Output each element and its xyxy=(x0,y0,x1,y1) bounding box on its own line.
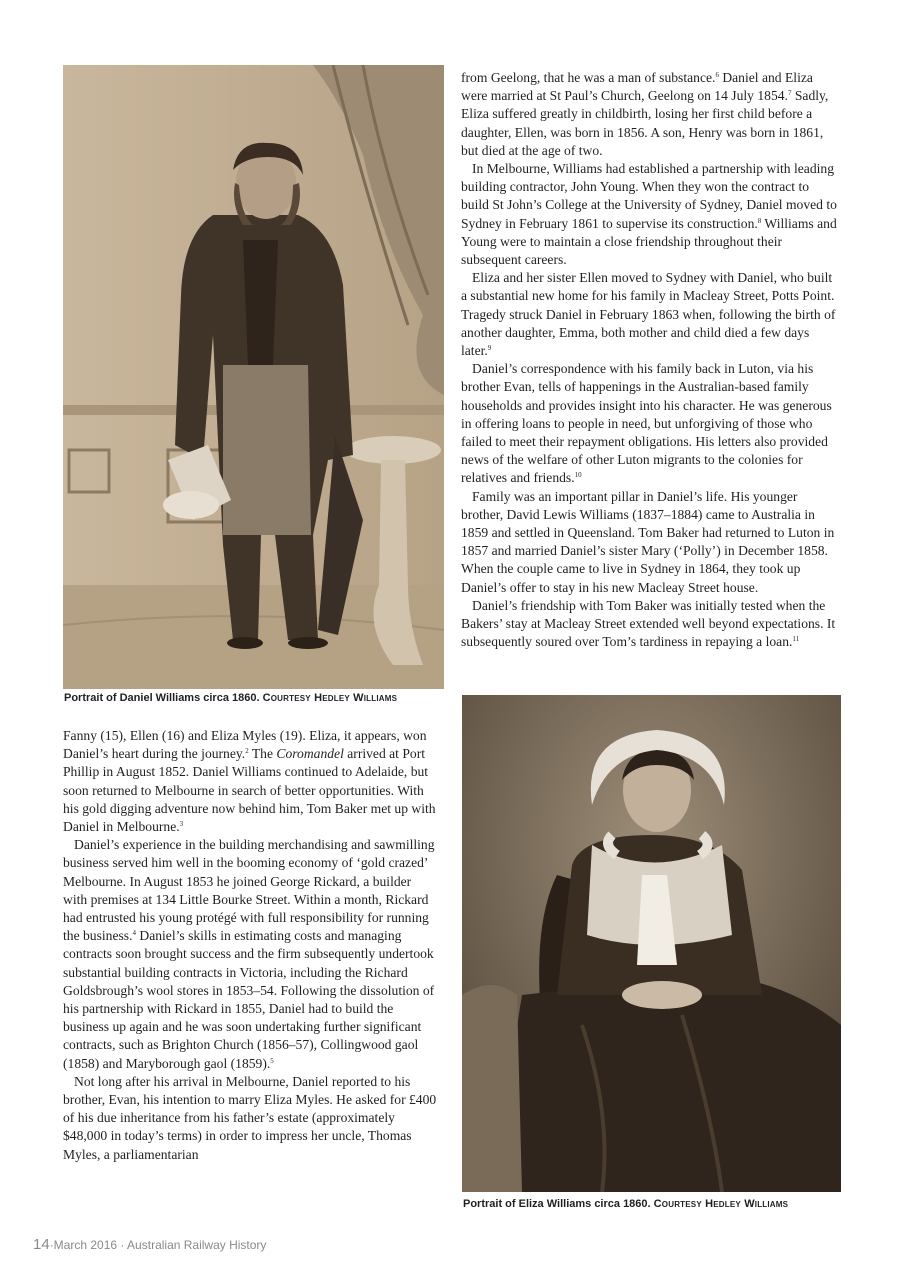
paragraph xyxy=(461,488,839,597)
endnote-ref: 4 xyxy=(132,929,136,938)
daniel-portrait-illustration xyxy=(63,65,444,689)
paragraph xyxy=(63,836,437,1073)
eliza-caption-text: Portrait of Eliza Williams circa 1860. xyxy=(463,1198,651,1210)
daniel-portrait-caption xyxy=(64,692,397,704)
paragraph-text: Family was an important pillar in Daniel’s life. His younger brother, David Lewis Williams (1837–1884) came to Australia in 1859 and settled in Queensland. Tom Baker had returned to Luton in 1857 and married Daniel’s sister Mary (‘Polly’) in December 1858. When the couple came to live in Sydney in 1864, they took up Daniel’s offer to stay in his new Macleay Street house. xyxy=(461,488,835,595)
paragraph-text: arrived at Port Phillip in August 1852. Daniel Williams continued to Adelaide, but soon returned to Melbourne in search of better opportunities. With his gold digging adventure now behind him, Tom Baker met up with Daniel in Melbourne. xyxy=(63,746,436,835)
left-text-column xyxy=(63,727,437,1164)
paragraph-text: from Geelong, that he was a man of substance. xyxy=(461,70,716,85)
paragraph-text: Fanny (15), Ellen (16) and Eliza Myles (19). Eliza, it appears, won Daniel’s heart during the journey. xyxy=(63,728,427,762)
issue-info: ·March 2016 · Australian Railway History xyxy=(49,1238,267,1252)
endnote-ref: 6 xyxy=(715,71,719,79)
daniel-williams-portrait xyxy=(63,65,444,689)
paragraph-text: Williams and Young were to maintain a close friendship throughout their subsequent careers. xyxy=(461,215,837,268)
paragraph xyxy=(461,360,839,487)
paragraph xyxy=(461,69,839,160)
eliza-portrait-caption xyxy=(463,1198,788,1210)
paragraph-text: Not long after his arrival in Melbourne, Daniel reported to his brother, Evan, his intention to marry Eliza Myles. He asked for £400 of his due inheritance from his father’s estate (approximately $48,000 in today’s terms) in order to impress her uncle, Thomas Myles, a parliamentarian xyxy=(63,1073,437,1162)
endnote-ref: 7 xyxy=(787,89,792,98)
paragraph-text: In Melbourne, Williams had established a partnership with leading building contractor, John Young. When they won the contract to build St John’s College at the University of Sydney, Daniel moved to Sydney in February 1861 to supervise its construction. xyxy=(461,161,837,231)
endnote-ref: 5 xyxy=(270,1056,274,1065)
right-text-column xyxy=(461,69,839,652)
paragraph-text: Daniel’s experience in the building merchandising and sawmilling business served him well in the booming economy of ‘gold crazed’ Melbourne. In August 1853 he joined George Rickard, a builder with premises at 134 Little Bourke Street. Within a month, Rickard had entrusted his young protégé with full responsibility for running the business. xyxy=(63,837,435,944)
endnote-ref: 11 xyxy=(792,635,800,644)
endnote-ref: 2 xyxy=(245,747,249,756)
daniel-caption-credit: Courtesy Hedley Williams xyxy=(262,692,398,704)
paragraph-text: Daniel’s correspondence with his family back in Luton, via his brother Evan, tells of happenings in the Australian-based family households and provides insight into his character. He was generous in offering loans to people in need, but unforgiving of those who failed to meet their repayment obligations. His letters also provided news of the welfare of other Luton migrants to the colonies for relatives and friends. xyxy=(461,361,832,486)
paragraph-text: Eliza and her sister Ellen moved to Sydney with Daniel, who built a substantial new home for his family in Macleay Street, Potts Point. Tragedy struck Daniel in February 1863 when, following the birth of another daughter, Emma, both mother and child died a few days later. xyxy=(461,270,836,359)
endnote-ref: 8 xyxy=(757,216,762,225)
paragraph-text: Daniel’s skills in estimating costs and managing contracts soon brought success and the firm subsequently undertook substantial building contracts in Victoria, including the Richard Goldsbrough’s wool stores in 1853–54. Following the dissolution of his partnership with Rickard in 1855, Daniel had to build the business up again and he was soon undertaking further significant contracts, such as Brighton Church (1856–57), Collingwood gaol (1858) and Maryborough gaol (1859). xyxy=(63,928,435,1071)
endnote-ref: 9 xyxy=(487,344,492,353)
paragraph-text: Daniel’s friendship with Tom Baker was initially tested when the Bakers’ stay at Macleay Street extended well beyond expectations. It subsequently soured over Tom’s tardiness in repaying a loan. xyxy=(461,597,836,650)
paragraph xyxy=(63,1073,437,1164)
endnote-ref: 10 xyxy=(574,471,582,480)
eliza-williams-portrait xyxy=(462,695,841,1192)
daniel-caption-text: Portrait of Daniel Williams circa 1860. xyxy=(64,692,260,704)
paragraph xyxy=(461,160,839,269)
page-footer xyxy=(33,1236,266,1253)
paragraph-text: Sadly, Eliza suffered greatly in childbirth, losing her first child before a daughter, Ellen, was born in 1856. A son, Henry was born in 1861, but died at the age of two. xyxy=(461,88,829,158)
paragraph-text: Daniel and Eliza were married at St Paul’s Church, Geelong on 14 July 1854. xyxy=(461,70,813,104)
eliza-caption-credit: Courtesy Hedley Williams xyxy=(653,1198,789,1210)
ship-name: Coromandel xyxy=(276,746,344,762)
eliza-portrait-illustration xyxy=(462,695,841,1192)
endnote-ref: 3 xyxy=(179,820,184,829)
paragraph xyxy=(461,269,839,360)
paragraph xyxy=(63,727,437,836)
paragraph xyxy=(461,597,839,652)
paragraph-text: The xyxy=(248,746,277,762)
page-number: 14 xyxy=(33,1236,50,1253)
